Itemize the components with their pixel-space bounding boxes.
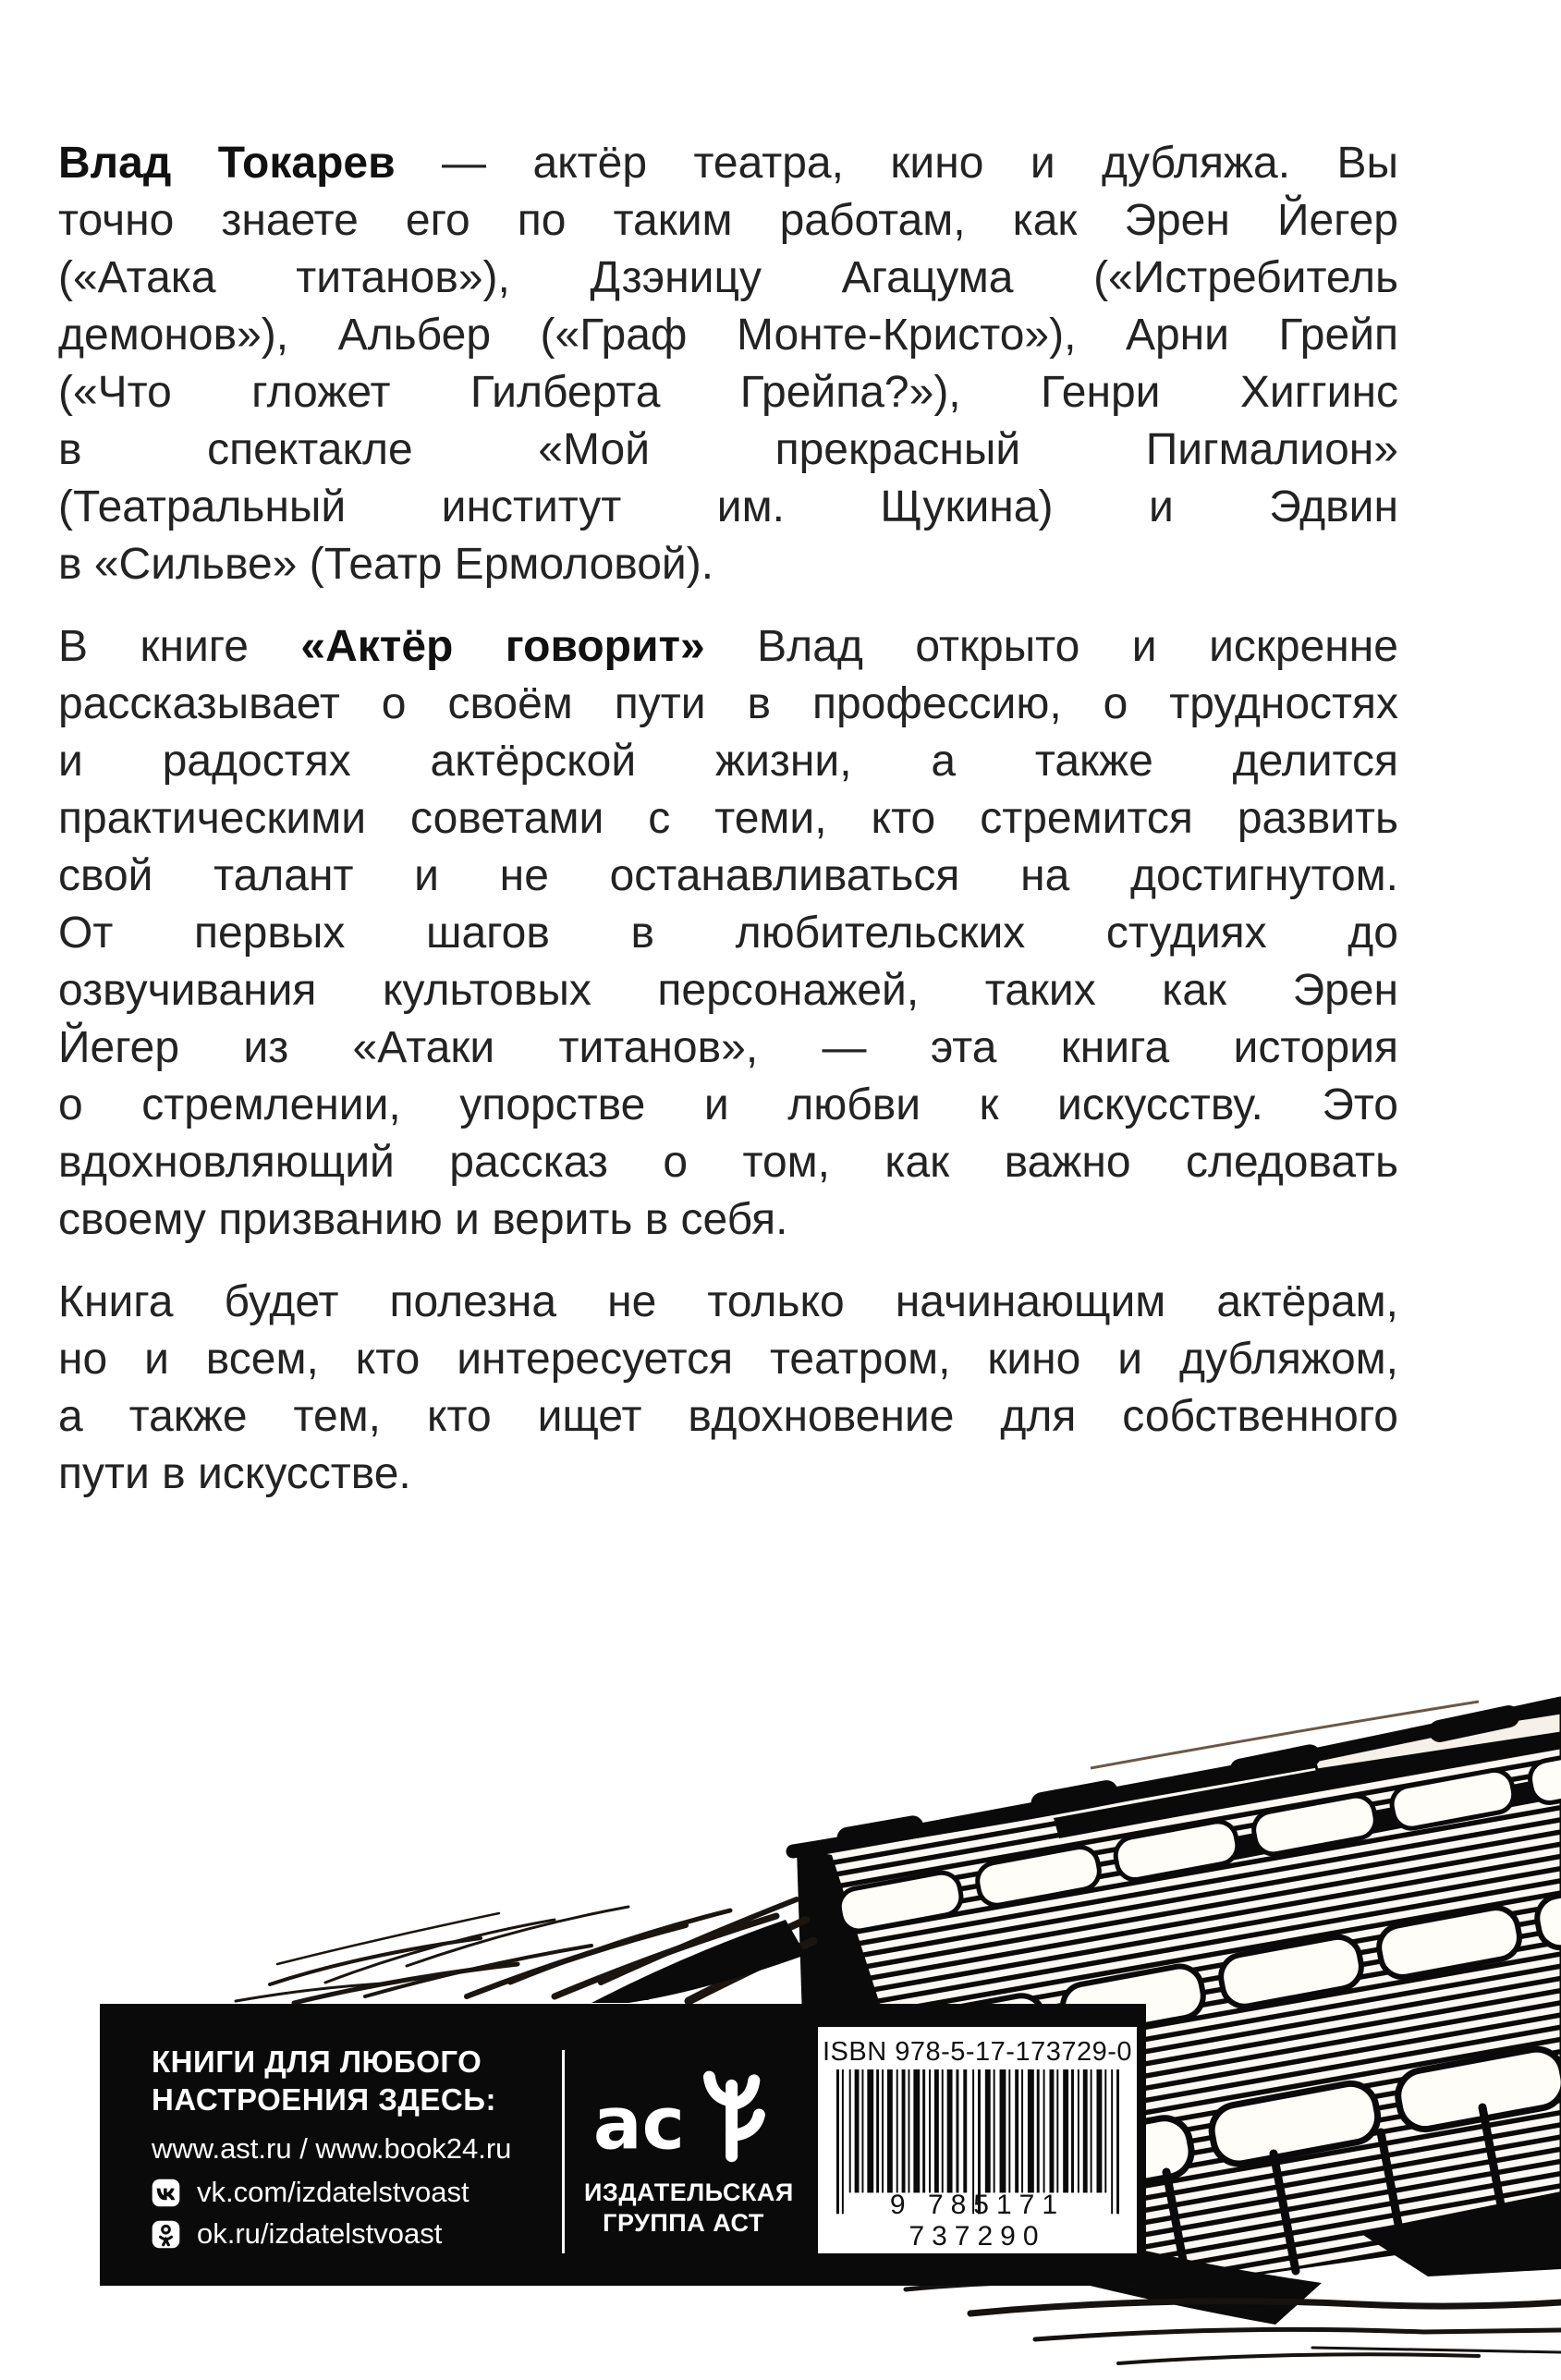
text-line: своему призванию и верить в себя. xyxy=(58,1195,788,1244)
ast-logo-block xyxy=(584,2050,794,2239)
text-line: («Атака титанов»), Дзэницу Агацума («Истребитель xyxy=(58,253,1398,302)
barcode-digits: 9 785171 737290 xyxy=(889,2190,1066,2252)
text-line: демонов»), Альбер («Граф Монте-Кристо»), Арни Грейп xyxy=(58,311,1398,360)
ast-logo xyxy=(591,2050,776,2168)
promo-line2: НАСТРОЕНИЯ ЗДЕСЬ: xyxy=(152,2082,496,2117)
text-line: точно знаете его по таким работам, как Эрен Йегер xyxy=(58,196,1398,245)
text-line: Влад Токарев — актёр театра, кино и дубляжа. Вы xyxy=(58,139,1399,188)
text-line: а также тем, кто ищет вдохновение для собственного xyxy=(58,1392,1398,1441)
vk-link: vk.com/izdatelstvoast xyxy=(197,2176,470,2208)
text-line: В книге «Актёр говорит» Влад открыто и искренне xyxy=(58,622,1398,671)
vk-icon xyxy=(152,2179,180,2207)
ok-icon xyxy=(152,2220,180,2249)
promo-line1: КНИГИ ДЛЯ ЛЮБОГО xyxy=(152,2044,482,2079)
text-line: Йегер из «Атаки титанов», — эта книга история xyxy=(58,1023,1398,1072)
text-line: Книга будет полезна не только начинающим актёрам, xyxy=(58,1277,1398,1326)
ok-link: ok.ru/izdatelstvoast xyxy=(197,2217,443,2250)
vertical-divider xyxy=(562,2050,565,2253)
text-line: свой талант и не останавливаться на достигнутом. xyxy=(58,851,1398,900)
text-line: в спектакле «Мой прекрасный Пигмалион» xyxy=(58,425,1398,474)
text-line: От первых шагов в любительских студиях до xyxy=(58,909,1398,958)
paragraph-audience xyxy=(58,1274,1398,1503)
text-line: озвучивания культовых персонажей, таких как Эрен xyxy=(58,966,1398,1015)
publisher-caption-2: ГРУППА АСТ xyxy=(603,2209,764,2237)
ast-logo-letters: ас xyxy=(592,2081,685,2166)
promo-block xyxy=(152,2043,511,2250)
vk-row xyxy=(152,2177,511,2208)
text-line: и радостях актёрской жизни, а также делится xyxy=(58,737,1398,786)
annotation-text xyxy=(58,135,1398,1503)
isbn-number: ISBN 978-5-17-173729-0 xyxy=(822,2037,1133,2067)
text-line: о стремлении, упорстве и любви к искусству. Это xyxy=(58,1080,1398,1129)
text-line: в «Сильве» (Театр Ермоловой). xyxy=(58,540,714,589)
paragraph-about-book xyxy=(58,618,1398,1249)
text-line: рассказывает о своём пути в профессию, о трудностях xyxy=(58,679,1398,728)
text-line: пути в искусстве. xyxy=(58,1449,411,1498)
text-line: (Театральный институт им. Щукина) и Эдвин xyxy=(58,482,1398,531)
text-line: вдохновляющий рассказ о том, как важно следовать xyxy=(58,1138,1398,1187)
text-line: практическими советами с теми, кто стремится развить xyxy=(58,794,1398,843)
text-line: но и всем, кто интересуется театром, кино и дубляжом, xyxy=(58,1335,1398,1384)
paragraph-author xyxy=(58,135,1398,593)
ok-row xyxy=(152,2218,511,2250)
isbn-barcode-box xyxy=(818,2027,1137,2253)
publisher-caption-1: ИЗДАТЕЛЬСКАЯ xyxy=(584,2179,794,2206)
text-line: («Что гложет Гилберта Грейпа?»), Генри Хиггинс xyxy=(58,368,1398,417)
publisher-websites: www.ast.ru / www.book24.ru xyxy=(152,2132,512,2165)
publisher-info-bar xyxy=(100,2004,1146,2286)
ast-cactus-glyph xyxy=(709,2077,759,2156)
